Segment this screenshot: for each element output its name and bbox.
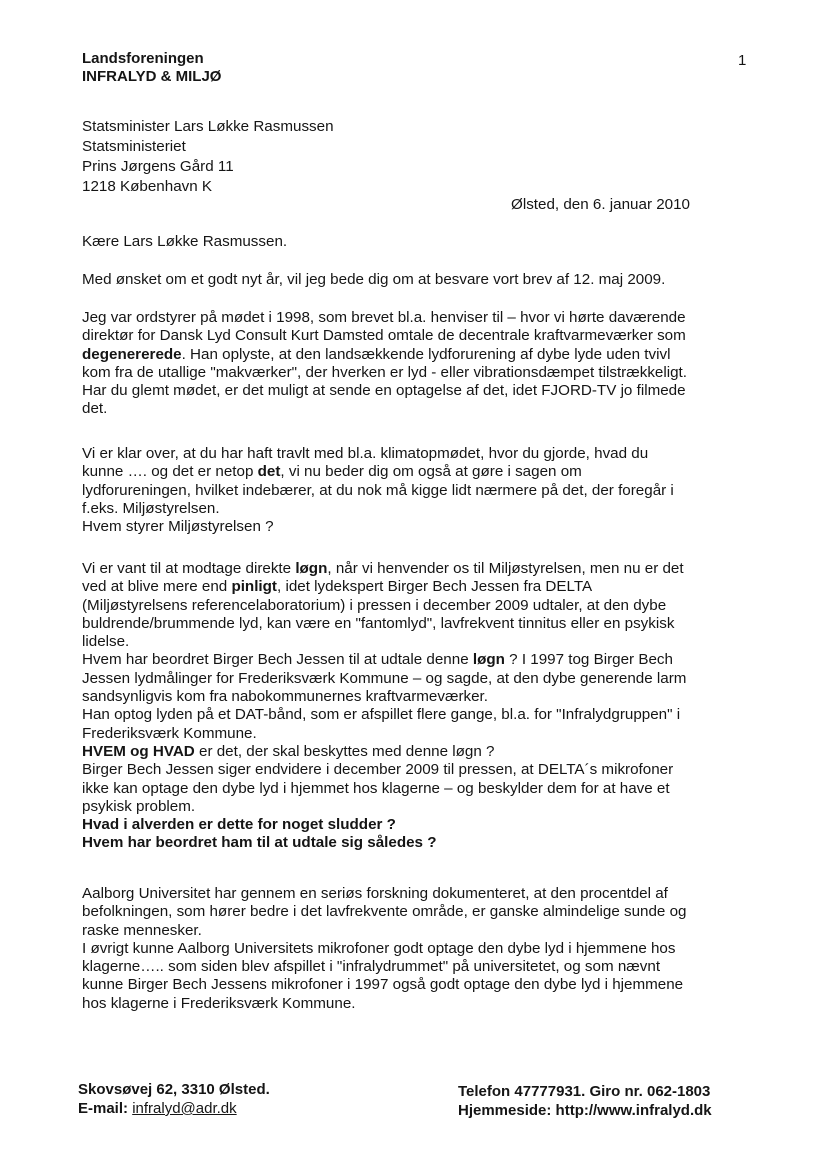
text-line: lydforureningen, hvilket indebærer, at du nok må kigge lidt nærmere på det, der foregår i [82, 481, 674, 499]
text-line: I øvrigt kunne Aalborg Universitets mikrofoner godt optage den dybe lyd i hjemmene hos [82, 939, 676, 957]
email-link[interactable]: infralyd@adr.dk [132, 1100, 237, 1117]
recipient-name: Statsminister Lars Løkke Rasmussen [82, 118, 334, 135]
emphasis: pinligt [231, 578, 277, 596]
text-line: Aalborg Universitet har gennem en seriøs forskning dokumenteret, at den procentdel af [82, 885, 668, 902]
text-line: Jeg var ordstyrer på mødet i 1998, som brevet bl.a. henviser til – hvor vi hørte daværende [82, 309, 686, 326]
paragraph-1 [82, 271, 762, 289]
text-line: Birger Bech Jessen siger endvidere i december 2009 til pressen, at DELTA´s mikrofoner [82, 761, 674, 779]
text-line: kom fra de utallige "makværker", der hverken er lyd - eller vibrationsdæmpet tilstrækkeligt. [82, 363, 688, 381]
footer-website[interactable]: Hjemmeside: http://www.infralyd.dk [458, 1102, 712, 1119]
text-line: befolkningen, som hører bedre i det lavfrekvente område, er ganske almindelige sunde og [82, 903, 687, 921]
text-line: sandsynligvis kom fra nabokommunernes kraftvarmeværker. [82, 688, 488, 706]
emphasis: løgn [472, 651, 505, 669]
email-label: E-mail: [78, 1100, 133, 1117]
emphasis: degenererede [82, 345, 182, 363]
text-line: f.eks. Miljøstyrelsen. [82, 499, 220, 517]
recipient-city: 1218 København K [82, 178, 213, 195]
footer-address: Skovsøvej 62, 3310 Ølsted. [78, 1081, 270, 1098]
paragraph-5 [82, 885, 762, 1013]
text-segment: . Han oplyste, at den landsækkende lydforurening af dybe lyde uden tvivl [181, 345, 671, 363]
text-segment: er det, der skal beskyttes med denne løgn ? [194, 742, 495, 760]
recipient-address [82, 117, 334, 197]
text-segment: Hvem har beordret Birger Bech Jessen til at udtale denne [82, 651, 473, 669]
paragraph-2 [82, 309, 762, 419]
text-line: raske mennesker. [82, 921, 202, 939]
text-segment: ? I 1997 tog Birger Bech [504, 651, 673, 669]
text-line [82, 651, 762, 669]
text-line [82, 743, 762, 761]
text-segment: , vi nu beder dig om også at gøre i sagen om [280, 463, 582, 481]
text-segment: ved at blive mere end [82, 578, 232, 596]
footer-phone: Telefon 47777931. Giro nr. 062-1803 [458, 1083, 711, 1100]
recipient-office: Statsministeriet [82, 138, 186, 155]
text-segment: , idet lydekspert Birger Bech Jessen fra DELTA [277, 578, 593, 596]
text-line: Med ønsket om et godt nyt år, vil jeg bede dig om at besvare vort brev af 12. maj 2009. [82, 271, 666, 288]
org-subtitle: INFRALYD & MILJØ [82, 68, 222, 85]
salutation-text: Kære Lars Løkke Rasmussen. [82, 233, 288, 250]
letterhead [82, 50, 221, 86]
footer-email-line [78, 1099, 270, 1118]
text-line: klagerne….. som siden blev afspillet i "infralydrummet" på universitetet, og som nævnt [82, 958, 661, 976]
footer-info [458, 1082, 712, 1120]
text-line: psykisk problem. [82, 797, 196, 815]
text-segment: , når vi henvender os til Miljøstyrelsen, men nu er det [327, 560, 684, 577]
salutation [82, 233, 762, 251]
text-line: ikke kan optage den dybe lyd i hjemmet hos klagerne – og beskylder dem for at have et [82, 779, 670, 797]
letter-date: Ølsted, den 6. januar 2010 [511, 196, 691, 213]
text-line: Hvad i alverden er dette for noget sludder ? [82, 816, 396, 834]
text-line: (Miljøstyrelsens referencelaboratorium) i pressen i december 2009 udtaler, at den dybe [82, 596, 667, 614]
text-line: Han optog lyden på et DAT-bånd, som er afspillet flere gange, bl.a. for "Infralydgruppen" i [82, 706, 681, 724]
text-line [82, 578, 762, 596]
text-line: kunne Birger Bech Jessens mikrofoner i 1997 også godt optage den dybe lyd i hjemmene [82, 976, 684, 994]
page-number: 1 [738, 52, 747, 69]
text-line: Vi er klar over, at du har haft travlt med bl.a. klimatopmødet, hvor du gjorde, hvad du [82, 445, 649, 462]
text-line: Har du glemt mødet, er det muligt at sende en optagelse af det, idet FJORD-TV jo filmede [82, 382, 686, 400]
recipient-street: Prins Jørgens Gård 11 [82, 158, 234, 175]
text-line [82, 560, 762, 578]
text-line: det. [82, 400, 108, 418]
text-line: hos klagerne i Frederiksværk Kommune. [82, 994, 356, 1012]
text-line: direktør for Dansk Lyd Consult Kurt Damsted omtale de decentrale kraftvarmeværker som [82, 327, 686, 345]
text-line: Hvem har beordret ham til at udtale sig således ? [82, 834, 437, 852]
text-segment: kunne …. og det er netop [82, 463, 258, 481]
text-line: Hvem styrer Miljøstyrelsen ? [82, 518, 274, 536]
text-segment: Vi er vant til at modtage direkte [82, 560, 296, 577]
text-line: lidelse. [82, 633, 130, 651]
text-line: buldrende/brummende lyd, kan være en "fantomlyd", lavfrekvent tinnitus eller en psykisk [82, 614, 675, 632]
emphasis: løgn [295, 560, 328, 577]
emphasis: det [257, 463, 281, 481]
text-line [82, 463, 762, 481]
text-line [82, 346, 762, 364]
paragraph-3 [82, 445, 762, 536]
text-line: Frederiksværk Kommune. [82, 724, 257, 742]
paragraph-4 [82, 560, 762, 853]
footer-contact [78, 1080, 270, 1118]
emphasis: HVEM og HVAD [82, 742, 195, 760]
org-name: Landsforeningen [82, 50, 204, 67]
text-line: Jessen lydmålinger for Frederiksværk Kommune – og sagde, at den dybe generende larm [82, 669, 687, 687]
